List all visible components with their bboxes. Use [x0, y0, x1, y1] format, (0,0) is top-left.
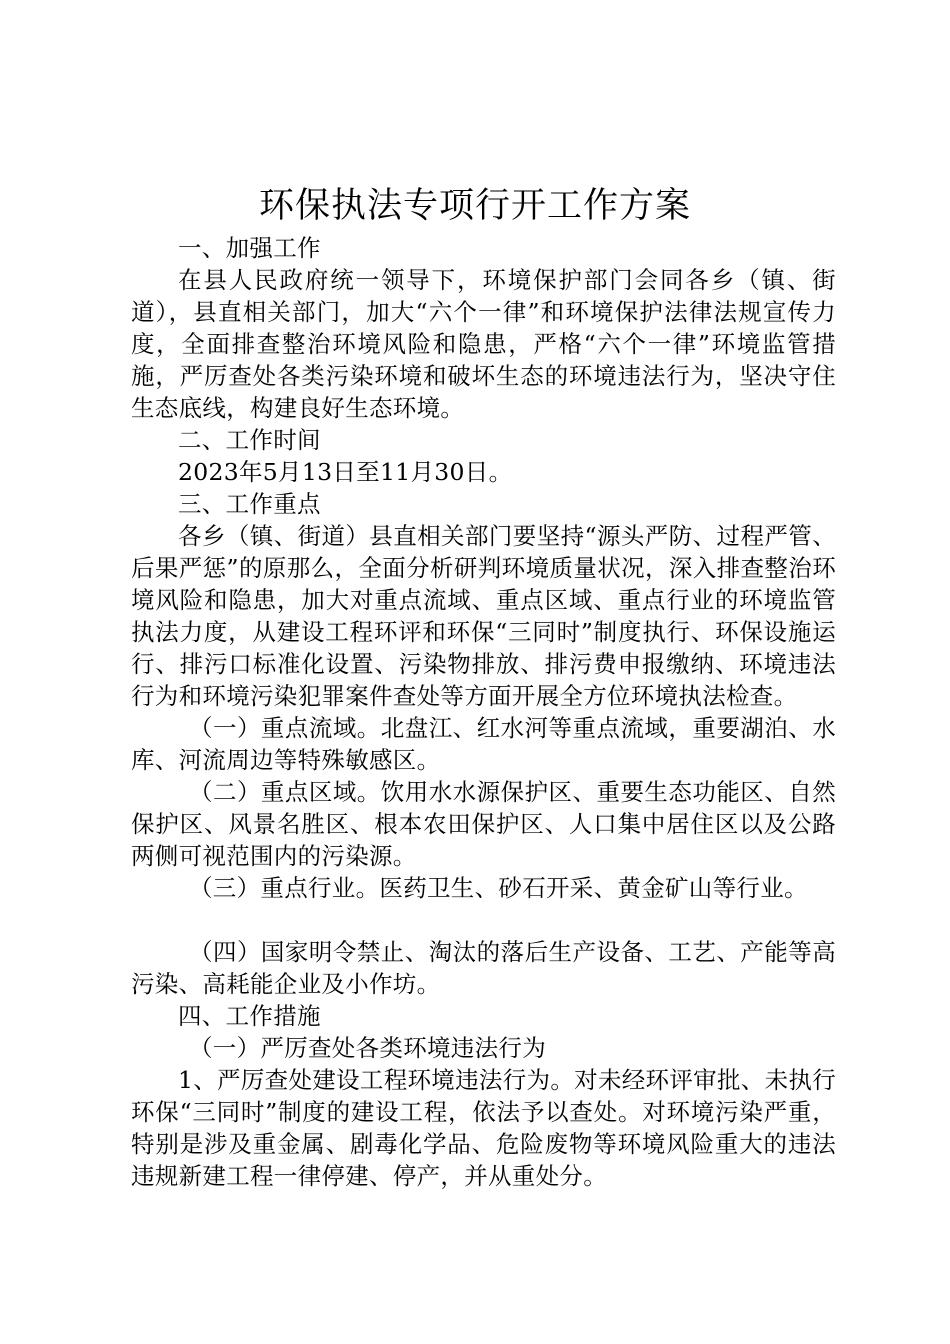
section-heading-4: 四、工作措施	[178, 1002, 321, 1030]
list-item-focus-4: （四）国家明令禁止、淘汰的落后生产设备、工艺、产能等高污染、高耗能企业及小作坊。	[131, 938, 836, 998]
list-item-focus-3: （三）重点行业。医药卫生、砂石开采、黄金矿山等行业。	[189, 874, 808, 902]
section-heading-2: 二、工作时间	[178, 426, 321, 454]
paragraph: 在县人民政府统一领导下，环境保护部门会同各乡（镇、街道），县直相关部门，加大“六个一律”和环境保护法律法规宣传力度，全面排查整治环境风险和隐患，严格“六个一律”环境监管措施，严厉查处各类污染环境和破坏生态的环境违法行为，坚决守住生态底线，构建良好生态环境。	[131, 266, 836, 422]
paragraph-date: 2023年5月13日至11月30日。	[178, 458, 513, 486]
section-heading-1: 一、加强工作	[178, 234, 321, 262]
section-heading-3: 三、工作重点	[178, 490, 321, 518]
document-title: 环保执法专项行开工作方案	[258, 186, 691, 226]
subsection-heading: （一）严厉查处各类环境违法行为	[189, 1034, 546, 1062]
list-item-focus-1: （一）重点流域。北盘江、红水河等重点流域，重要湖泊、水库、河流周边等特殊敏感区。	[131, 714, 836, 774]
paragraph: 1、严厉查处建设工程环境违法行为。对未经环评审批、未执行环保“三同时”制度的建设工程，依法予以查处。对环境污染严重，特别是涉及重金属、剧毒化学品、危险废物等环境风险重大的违法违规新建工程一律停建、停产，并从重处分。	[131, 1066, 836, 1190]
paragraph: 各乡（镇、街道）县直相关部门要坚持“源头严防、过程严管、后果严惩”的原那么，全面分析研判环境质量状况，深入排查整治环境风险和隐患，加大对重点流域、重点区域、重点行业的环境监管执法力度，从建设工程环评和环保“三同时”制度执行、环保设施运行、排污口标准化设置、污染物排放、排污费申报缴纳、环境违法行为和环境污染犯罪案件查处等方面开展全方位环境执法检查。	[131, 522, 836, 710]
document-body	[131, 232, 836, 1192]
list-item-focus-2: （二）重点区域。饮用水水源保护区、重要生态功能区、自然保护区、风景名胜区、根本农田保护区、人口集中居住区以及公路两侧可视范围内的污染源。	[131, 778, 836, 870]
